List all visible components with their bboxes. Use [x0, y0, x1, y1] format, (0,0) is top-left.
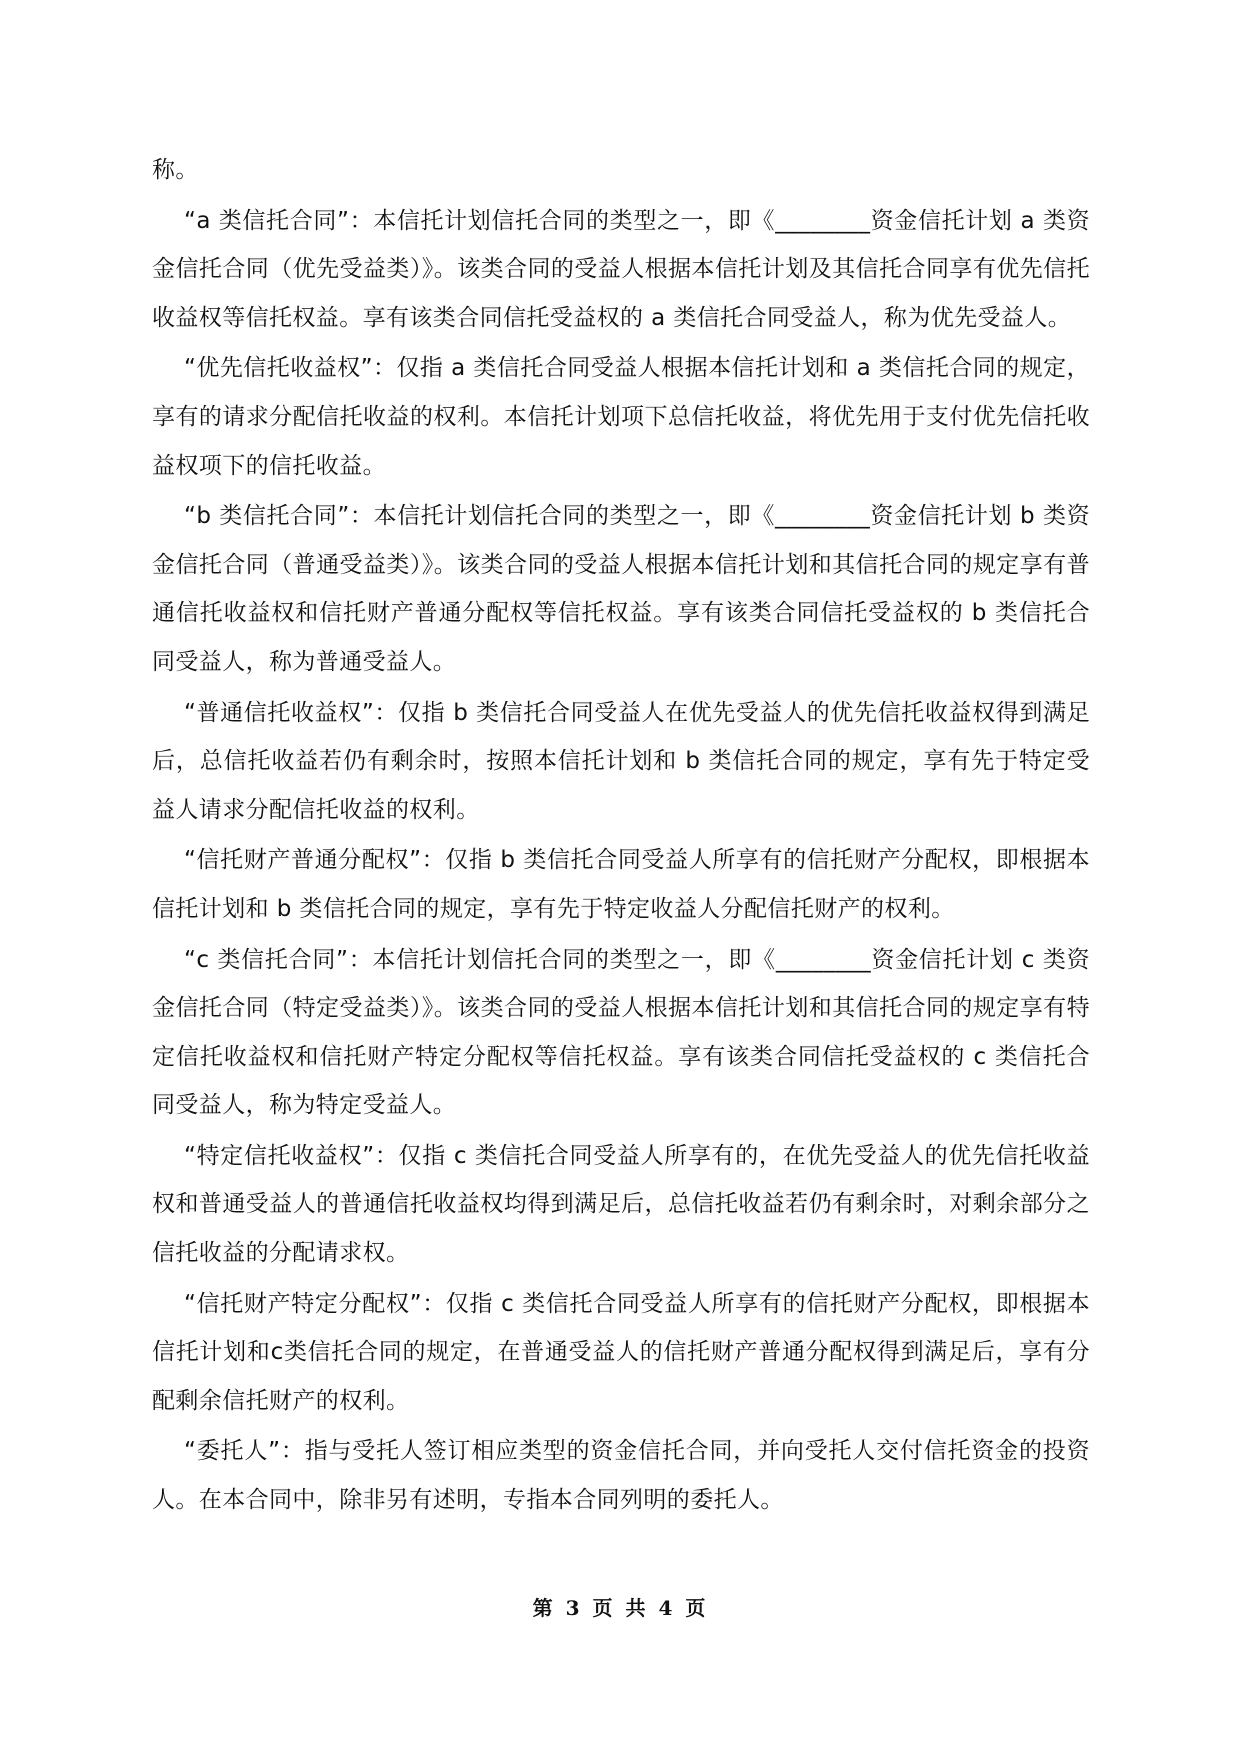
paragraph-continuation: 称。 — [152, 157, 199, 183]
page-number-footer: 第 3 页 共 4 页 — [532, 1596, 709, 1620]
document-body — [152, 146, 1090, 1527]
paragraph-b-class-contract: “b 类信托合同”：本信托计划信托合同的类型之一，即《________资金信托计划 b 类资金信托合同（普通受益类）》。该类合同的受益人根据本信托计划和其信托合同的规定享有普通信托收益权和信托财产普通分配权等信托权益。享有该类合同信托受益权的 b 类信托合同受益人，称为普通受益人。 — [152, 503, 1090, 675]
paragraph-ordinary-distribution-right: “信托财产普通分配权”：仅指 b 类信托合同受益人所享有的信托财产分配权，即根据本信托计划和 b 类信托合同的规定，享有先于特定收益人分配信托财产的权利。 — [152, 847, 1090, 922]
paragraph-specific-income-right: “特定信托收益权”：仅指 c 类信托合同受益人所享有的，在优先受益人的优先信托收益权和普通受益人的普通信托收益权均得到满足后，总信托收益若仍有剩余时，对剩余部分之信托收益的分配请求权。 — [152, 1142, 1090, 1267]
paragraph-c-class-contract: “c 类信托合同”：本信托计划信托合同的类型之一，即《________资金信托计划 c 类资金信托合同（特定受益类）》。该类合同的受益人根据本信托计划和其信托合同的规定享有特定信托收益权和信托财产特定分配权等信托权益。享有该类合同信托受益权的 c 类信托合同受益人，称为特定受益人。 — [152, 946, 1090, 1119]
paragraph-specific-distribution-right: “信托财产特定分配权”：仅指 c 类信托合同受益人所享有的信托财产分配权，即根据本信托计划和c类信托合同的规定，在普通受益人的信托财产普通分配权得到满足后，享有分配剩余信托财产的权利。 — [152, 1290, 1090, 1414]
paragraph-a-class-contract: “a 类信托合同”：本信托计划信托合同的类型之一，即《________资金信托计划 a 类资金信托合同（优先受益类）》。该类合同的受益人根据本信托计划及其信托合同享有优先信托收益权等信托权益。享有该类合同信托受益权的 a 类信托合同受益人，称为优先受益人。 — [152, 207, 1090, 331]
paragraph-ordinary-income-right: “普通信托收益权”：仅指 b 类信托合同受益人在优先受益人的优先信托收益权得到满足后，总信托收益若仍有剩余时，按照本信托计划和 b 类信托合同的规定，享有先于特定受益人请求分配信托收益的权利。 — [152, 699, 1090, 823]
paragraph-settlor-definition: “委托人”：指与受托人签订相应类型的资金信托合同，并向受托人交付信托资金的投资人。在本合同中，除非另有述明，专指本合同列明的委托人。 — [152, 1438, 1090, 1514]
paragraph-priority-income-right: “优先信托收益权”：仅指 a 类信托合同受益人根据本信托计划和 a 类信托合同的规定，享有的请求分配信托收益的权利。本信托计划项下总信托收益，将优先用于支付优先信托收益权项下的信托收益。 — [152, 355, 1090, 479]
